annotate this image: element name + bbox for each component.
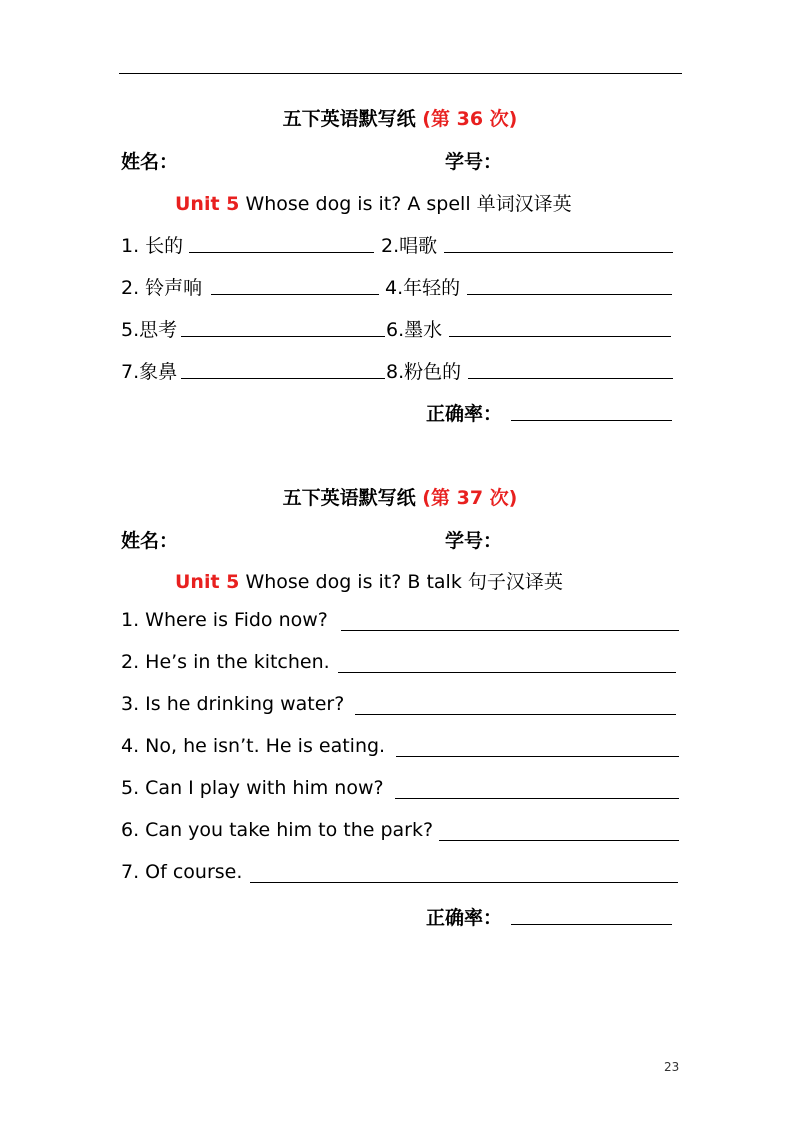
accuracy-blank[interactable] — [511, 924, 672, 925]
item-5-label: 5.思考 — [121, 319, 178, 341]
unit-label: Unit 5 — [175, 571, 240, 593]
accuracy-label: 正确率： — [426, 403, 503, 425]
student-id-label: 学号： — [445, 530, 503, 552]
item-2-label: 2.唱歌 — [381, 235, 438, 257]
answer-blank[interactable] — [467, 294, 672, 295]
title-main: 五下英语默写纸 — [282, 108, 416, 130]
answer-blank[interactable] — [355, 714, 676, 715]
name-label: 姓名： — [121, 530, 179, 552]
sentence-2: 2. He’s in the kitchen. — [121, 651, 330, 673]
answer-blank[interactable] — [449, 336, 671, 337]
accuracy-label: 正确率： — [426, 907, 503, 929]
sheet-title — [0, 483, 800, 510]
title-main: 五下英语默写纸 — [282, 487, 416, 509]
answer-blank[interactable] — [444, 252, 673, 253]
answer-blank[interactable] — [211, 294, 379, 295]
student-id-label: 学号： — [445, 151, 503, 173]
answer-blank[interactable] — [338, 672, 676, 673]
item-8-label: 8.粉色的 — [386, 361, 462, 383]
title-count: (第 36 次) — [422, 108, 518, 130]
header-rule — [119, 73, 682, 74]
answer-blank[interactable] — [250, 882, 678, 883]
unit-subtitle — [175, 189, 572, 216]
item-1-label: 1. 长的 — [121, 235, 184, 257]
sentence-1: 1. Where is Fido now? — [121, 609, 328, 631]
subtitle-text: Whose dog is it? A spell 单词汉译英 — [245, 193, 572, 215]
sentence-6: 6. Can you take him to the park? — [121, 819, 434, 841]
sentence-7: 7. Of course. — [121, 861, 243, 883]
answer-blank[interactable] — [395, 798, 679, 799]
sentence-4: 4. No, he isn’t. He is eating. — [121, 735, 386, 757]
sheet-title — [0, 104, 800, 131]
unit-subtitle — [175, 567, 563, 594]
answer-blank[interactable] — [181, 336, 385, 337]
accuracy-blank[interactable] — [511, 420, 672, 421]
subtitle-text: Whose dog is it? B talk 句子汉译英 — [245, 571, 563, 593]
answer-blank[interactable] — [468, 378, 673, 379]
item-4-label: 4.年轻的 — [385, 277, 461, 299]
sentence-3: 3. Is he drinking water? — [121, 693, 345, 715]
answer-blank[interactable] — [341, 630, 679, 631]
name-label: 姓名： — [121, 151, 179, 173]
page-number: 23 — [664, 1060, 680, 1074]
item-3-label: 2. 铃声响 — [121, 277, 203, 299]
answer-blank[interactable] — [189, 252, 374, 253]
answer-blank[interactable] — [396, 756, 679, 757]
title-count: (第 37 次) — [422, 487, 518, 509]
answer-blank[interactable] — [181, 378, 385, 379]
unit-label: Unit 5 — [175, 193, 240, 215]
answer-blank[interactable] — [439, 840, 679, 841]
item-6-label: 6.墨水 — [386, 319, 443, 341]
item-7-label: 7.象鼻 — [121, 361, 178, 383]
sentence-5: 5. Can I play with him now? — [121, 777, 384, 799]
